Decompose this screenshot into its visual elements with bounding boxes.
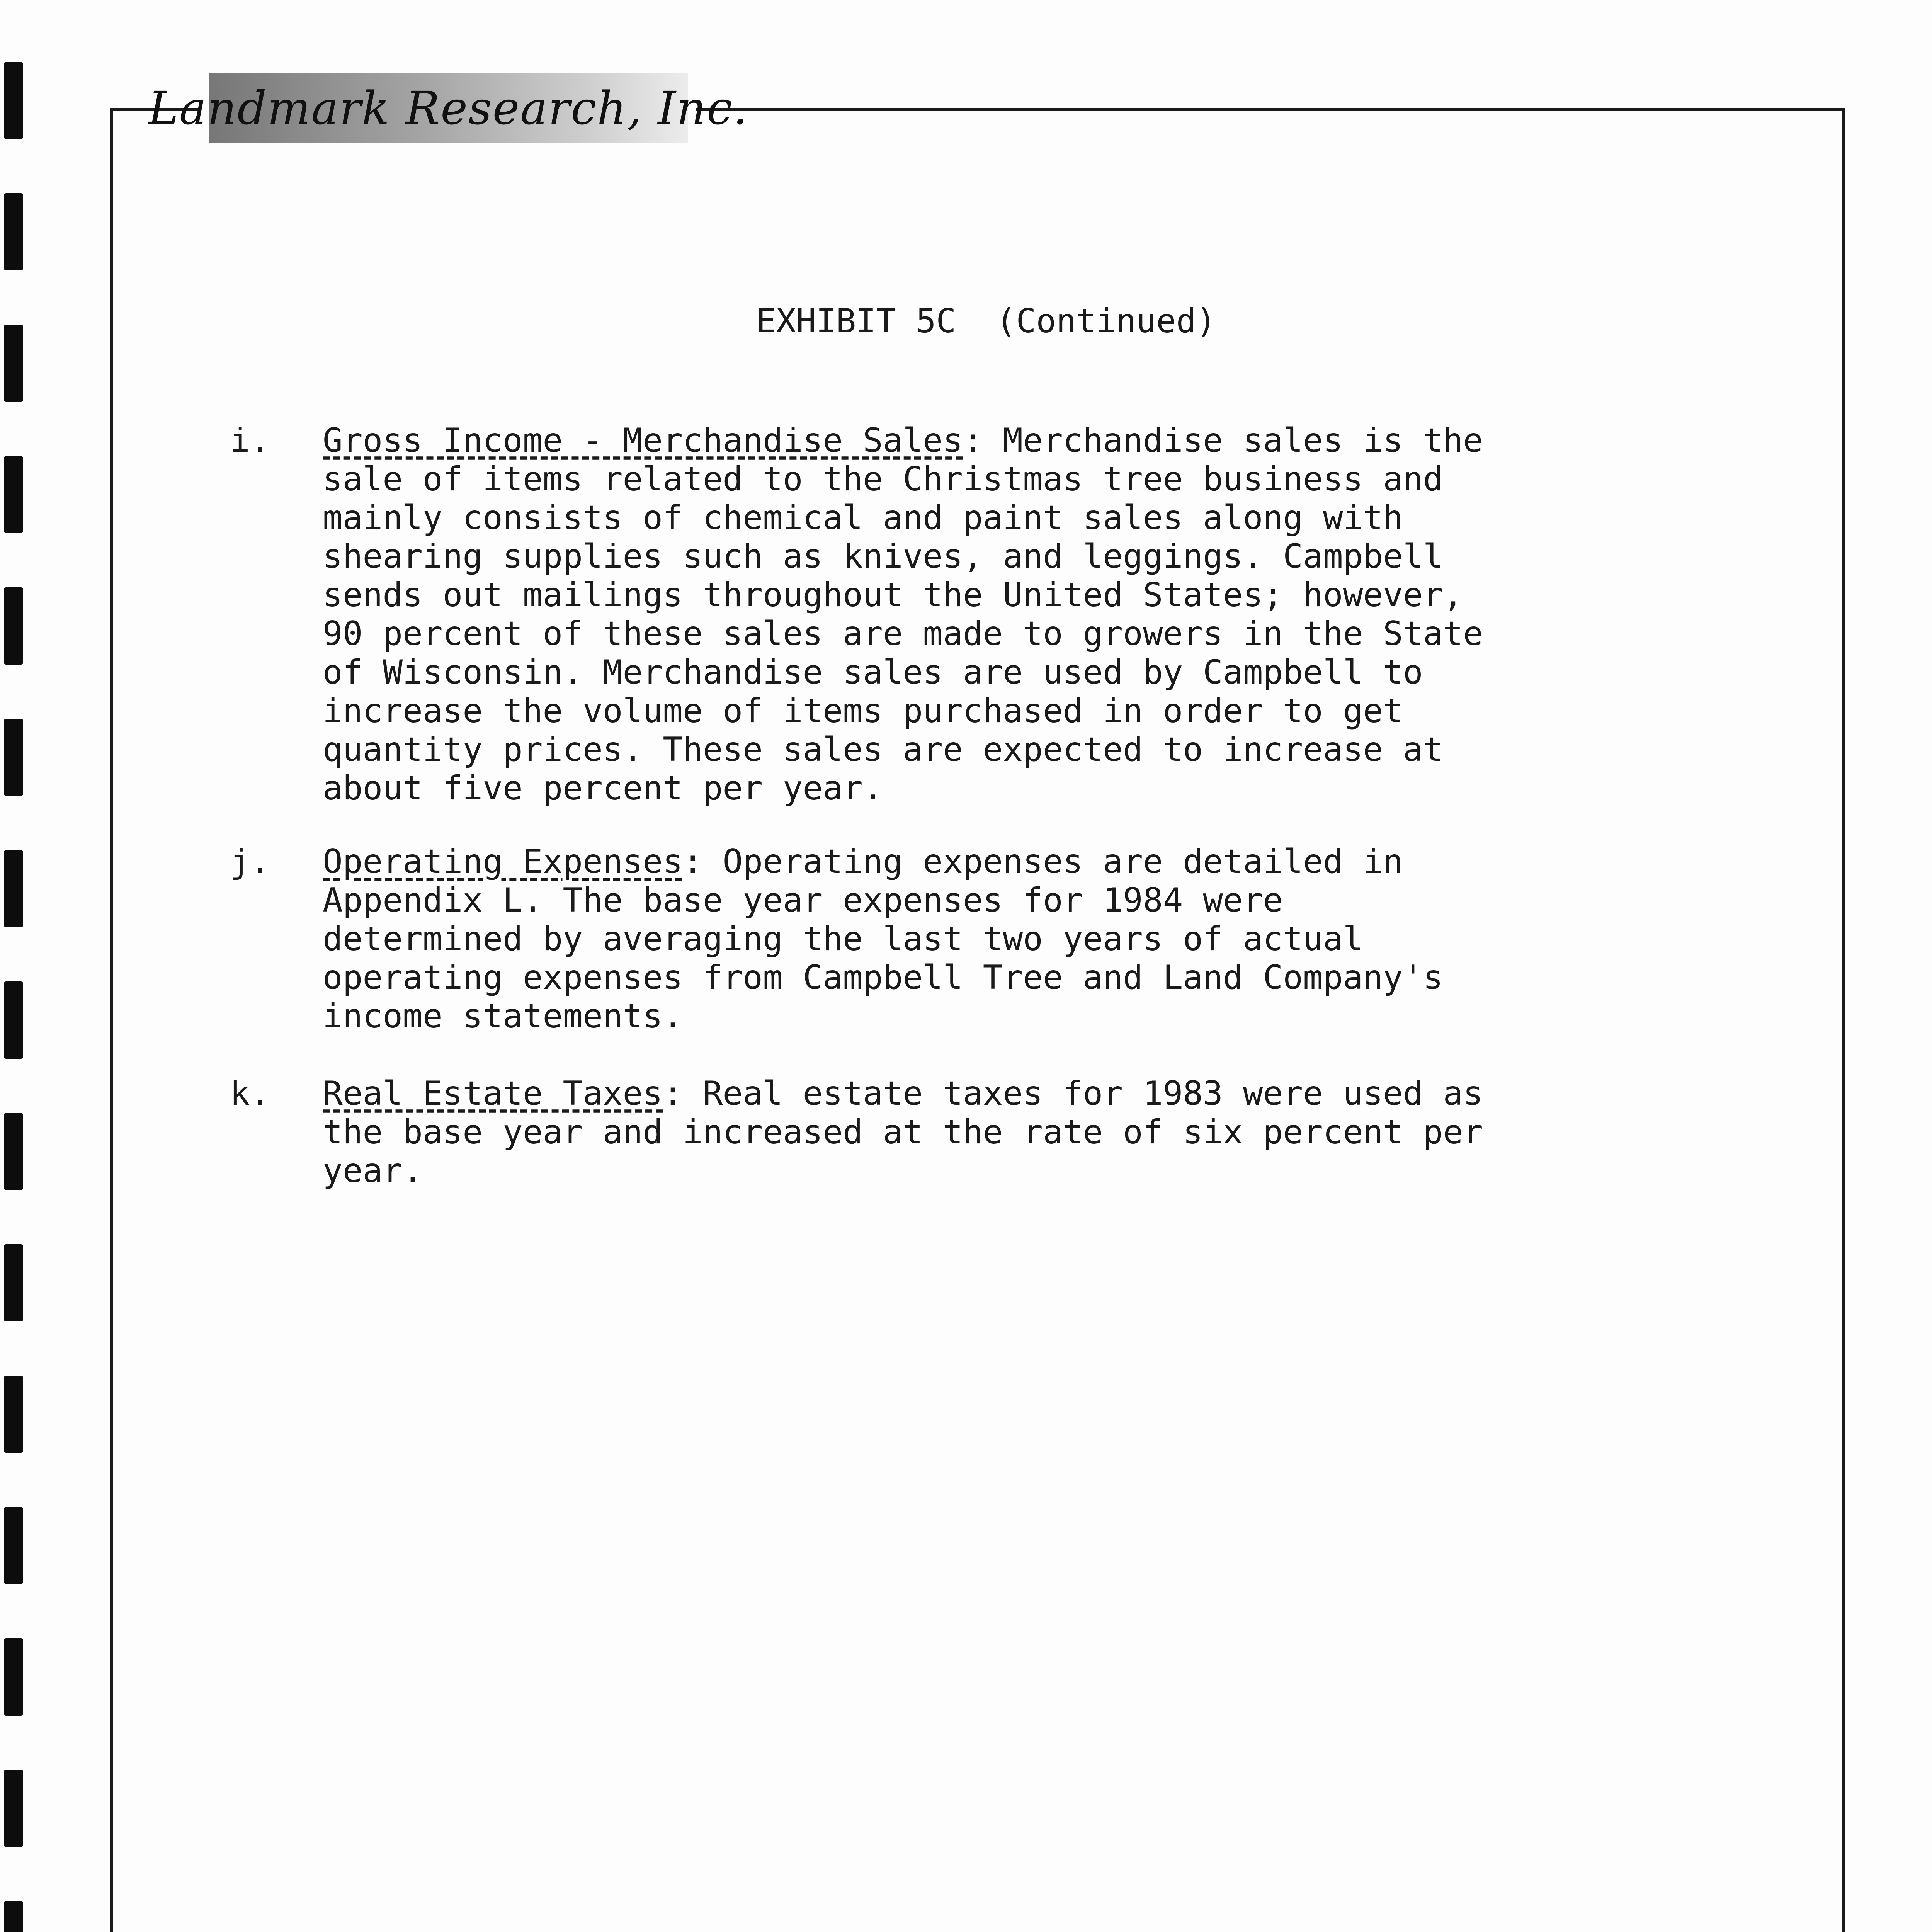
item-body <box>323 1074 1814 1190</box>
item-marker: i. <box>230 421 270 460</box>
item-heading: Real Estate Taxes <box>323 1074 663 1113</box>
item-marker: k. <box>230 1074 270 1113</box>
item-text: : Operating expenses are detailed in Appendix L. The base year expenses for 1984 were determined by averaging the last two years of actual operating expenses from Campbell Tree and Land Company's income statements. <box>323 842 1443 1036</box>
binder-hole <box>4 981 23 1059</box>
company-logo <box>148 73 748 143</box>
item-text: : Real estate taxes for 1983 were used as the base year and increased at the rate of six percent per year. <box>323 1074 1483 1190</box>
binder-hole <box>4 456 23 533</box>
item-body <box>323 842 1814 1036</box>
list-item <box>230 1074 1814 1190</box>
item-heading: Gross Income - Merchandise Sales <box>323 421 963 460</box>
binder-hole <box>4 1244 23 1321</box>
binder-hole <box>4 1638 23 1716</box>
binder-hole <box>4 1113 23 1190</box>
binder-hole <box>4 719 23 796</box>
list-item <box>230 842 1814 1036</box>
item-marker: j. <box>230 842 270 881</box>
item-body <box>323 421 1814 808</box>
page-title: EXHIBIT 5C (Continued) <box>756 302 1216 340</box>
binder-hole <box>4 62 23 139</box>
binder-hole <box>4 193 23 270</box>
list-item <box>230 421 1814 808</box>
item-heading: Operating Expenses <box>323 842 683 881</box>
binder-hole <box>4 1901 23 1932</box>
binder-hole <box>4 1507 23 1584</box>
binder-hole <box>4 587 23 665</box>
binder-hole <box>4 1770 23 1847</box>
binder-hole <box>4 1376 23 1453</box>
logo-text: Landmark Research, Inc. <box>148 82 748 135</box>
item-text: : Merchandise sales is the sale of items related to the Christmas tree business and mainly consists of chemical and paint sales along with shearing supplies such as knives, and leggings. Campbell sends out mailings throughout the United States; however, 90 percent of these sales are made to growers in the State of Wisconsin. Merchandise sales are used by Campbell to increase the volume of items purchased in order to get quantity prices. These sales are expected to increase at about five percent per year. <box>323 421 1483 808</box>
binder-hole <box>4 850 23 927</box>
binder-holes <box>4 62 27 1932</box>
